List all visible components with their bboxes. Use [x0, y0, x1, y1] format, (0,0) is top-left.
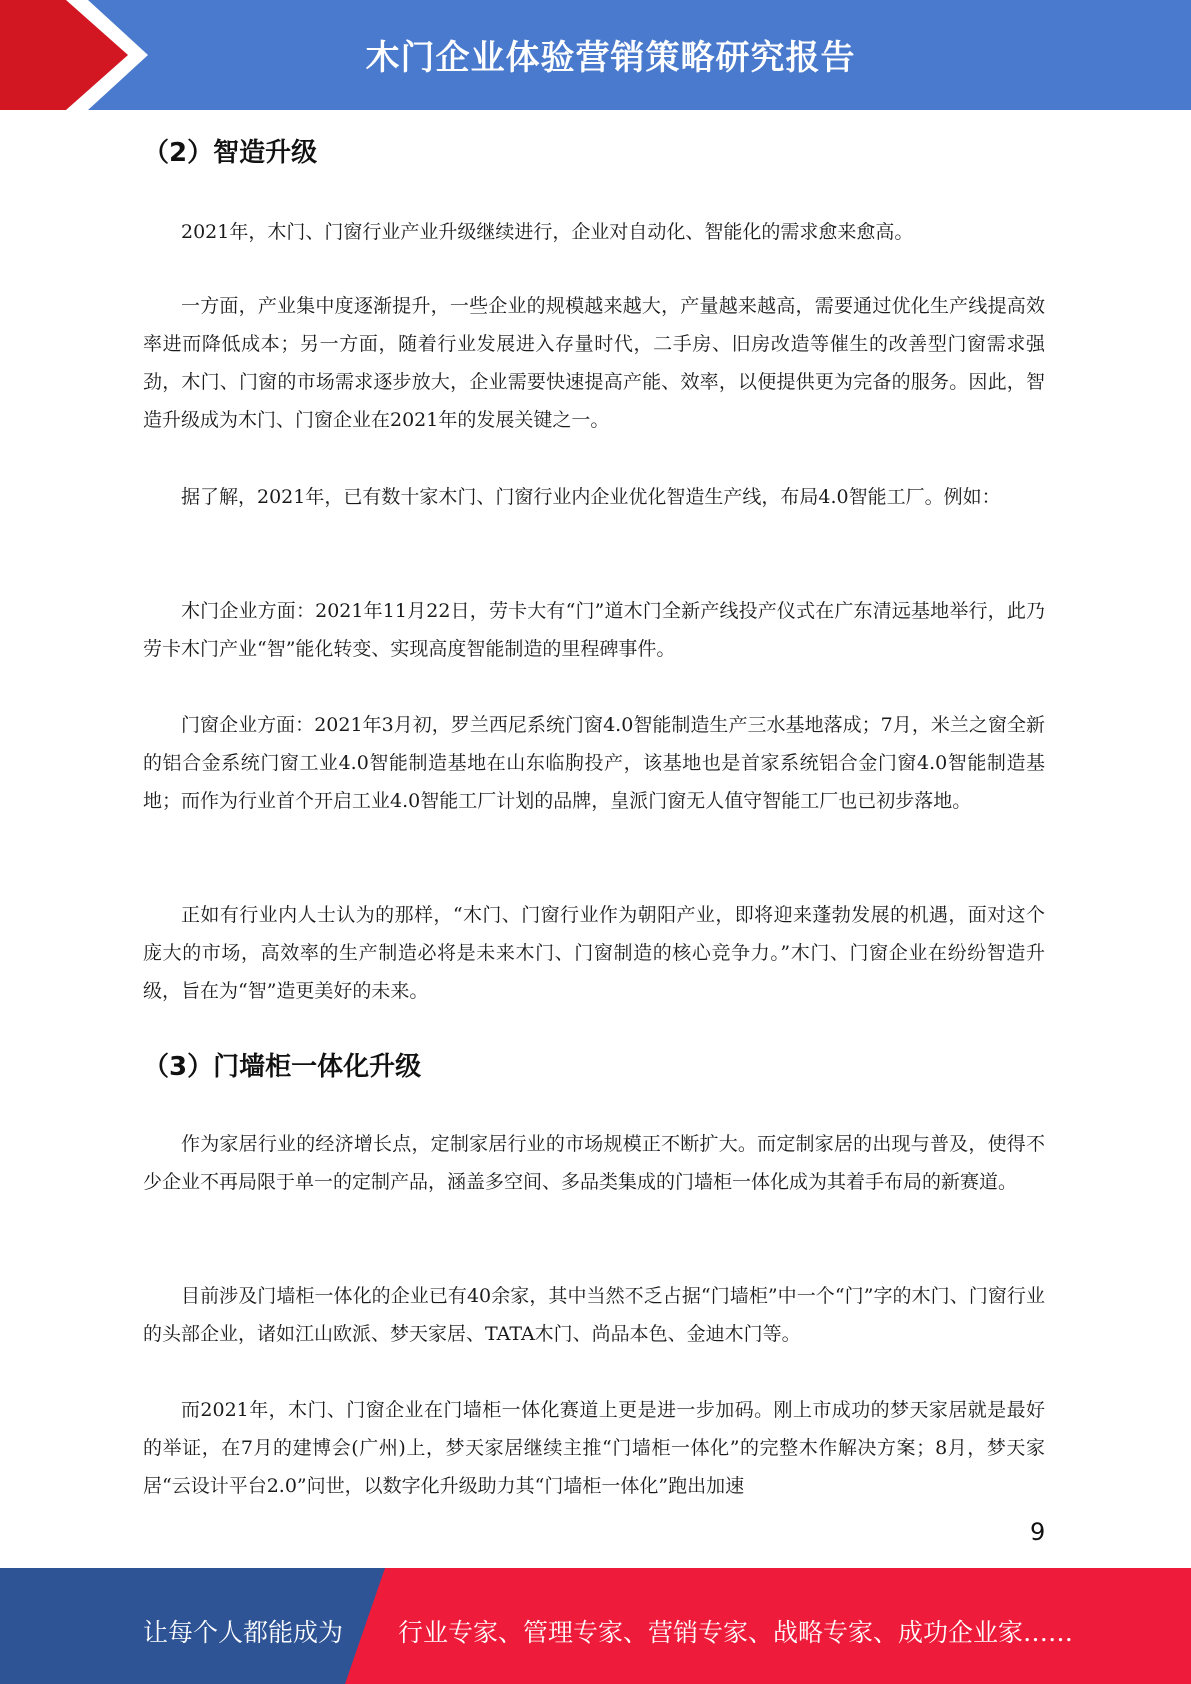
page-footer [0, 1568, 1191, 1684]
paragraph: 作为家居行业的经济增长点，定制家居行业的市场规模正不断扩大。而定制家居的出现与普及，使得不少企业不再局限于单一的定制产品，涵盖多空间、多品类集成的门墙柜一体化成为其着手布局的新赛道。 [143, 1133, 1045, 1193]
page-number: 9 [1030, 1518, 1046, 1546]
paragraph: 木门企业方面：2021年11月22日，劳卡大有“门”道木门全新产线投产仪式在广东清远基地举行，此乃劳卡木门产业“智”能化转变、实现高度智能制造的里程碑事件。 [143, 600, 1045, 660]
report-title: 木门企业体验营销策略研究报告 [365, 38, 856, 78]
footer-slogan-right: 行业专家、管理专家、营销专家、战略专家、成功企业家…… [398, 1618, 1074, 1647]
paragraph: 据了解，2021年，已有数十家木门、门窗行业内企业优化智造生产线，布局4.0智能工厂。例如： [181, 486, 1001, 508]
paragraph: 而2021年，木门、门窗企业在门墙柜一体化赛道上更是进一步加码。刚上市成功的梦天家居就是最好的举证，在7月的建博会(广州)上，梦天家居继续主推“门墙柜一体化”的完整木作解决方案；8月，梦天家居“云设计平台2.0”问世，以数字化升级助力其“门墙柜一体化”跑出加速 [143, 1399, 1045, 1497]
section-heading: （3）门墙柜一体化升级 [143, 1052, 422, 1082]
footer-slogan-left: 让每个人都能成为 [143, 1618, 344, 1647]
page-header [0, 0, 1191, 110]
paragraph: 正如有行业内人士认为的那样，“木门、门窗行业作为朝阳产业，即将迎来蓬勃发展的机遇，面对这个庞大的市场，高效率的生产制造必将是未来木门、门窗制造的核心竞争力。”木门、门窗企业在纷纷智造升级，旨在为“智”造更美好的未来。 [143, 904, 1045, 1002]
paragraph: 门窗企业方面：2021年3月初，罗兰西尼系统门窗4.0智能制造生产三水基地落成；7月，米兰之窗全新的铝合金系统门窗工业4.0智能制造基地在山东临朐投产，该基地也是首家系统铝合金门窗4.0智能制造基地；而作为行业首个开启工业4.0智能工厂计划的品牌，皇派门窗无人值守智能工厂也已初步落地。 [143, 714, 1045, 812]
paragraph: 目前涉及门墙柜一体化的企业已有40余家，其中当然不乏占据“门墙柜”中一个“门”字的木门、门窗行业的头部企业，诸如江山欧派、梦天家居、TATA木门、尚品本色、金迪木门等。 [143, 1285, 1045, 1345]
section-heading: （2）智造升级 [143, 138, 318, 168]
paragraph: 一方面，产业集中度逐渐提升，一些企业的规模越来越大，产量越来越高，需要通过优化生产线提高效率进而降低成本；另一方面，随着行业发展进入存量时代，二手房、旧房改造等催生的改善型门窗需求强劲，木门、门窗的市场需求逐步放大，企业需要快速提高产能、效率，以便提供更为完备的服务。因此，智造升级成为木门、门窗企业在2021年的发展关键之一。 [143, 295, 1045, 431]
paragraph: 2021年，木门、门窗行业产业升级继续进行，企业对自动化、智能化的需求愈来愈高。 [181, 221, 914, 243]
